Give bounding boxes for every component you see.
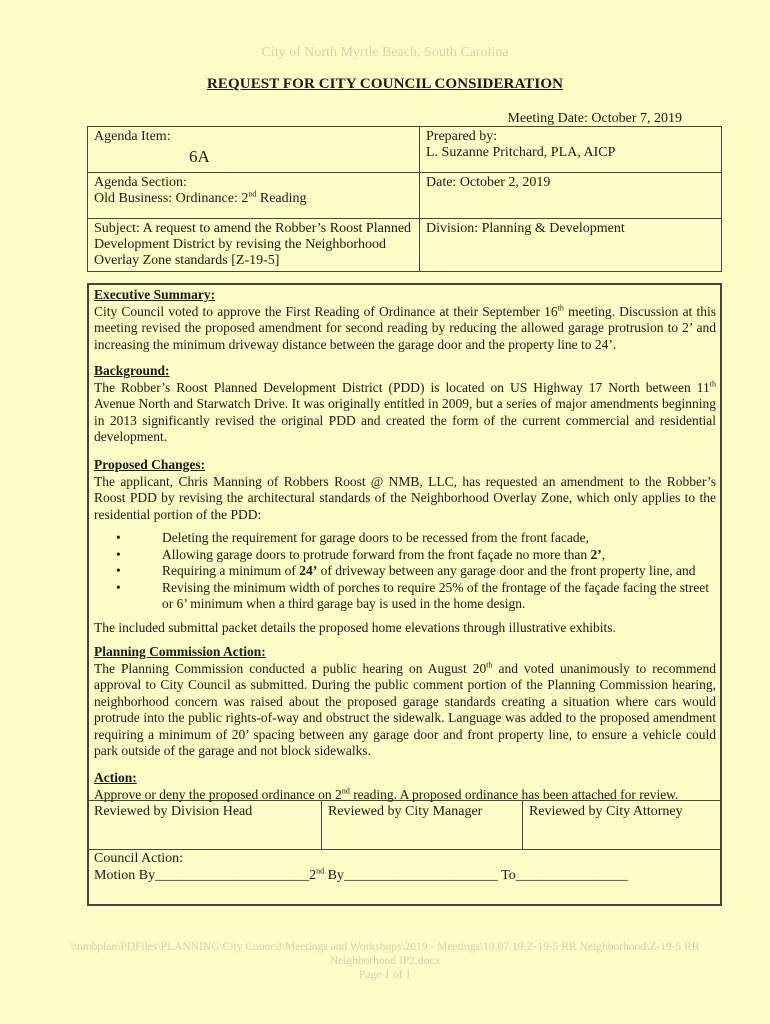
proposed-changes-list [94, 530, 716, 613]
prepared-by-label: Prepared by: [426, 129, 498, 144]
agenda-section-cell [88, 173, 420, 219]
submittal-note: The included submittal packet details the proposed home elevations through illustrative exhibits. [94, 620, 616, 635]
agenda-item-value: 6A [189, 147, 210, 166]
proposed-changes [94, 457, 716, 523]
executive-summary [94, 287, 716, 353]
info-table [87, 126, 722, 272]
city-name: City of North Myrtle Beach, South Carolina [261, 45, 509, 60]
executive-summary-text: City Council voted to approve the First Reading of Ordinance at their September 16th meeting. Discussion at this meeting revised the proposed amendment for second reading by reducing the allowed garage protrusion to 2’ and increasing the minimum driveway distance between the garage door and the property line to 24’. [94, 303, 716, 352]
agenda-item-cell [88, 127, 420, 173]
footer-path [0, 940, 770, 982]
action-text: Approve or deny the proposed ordinance on 2nd reading. A proposed ordinance has been attached for review. [94, 786, 679, 802]
action-heading: Action: [94, 770, 137, 785]
list-item: • Requiring a minimum of 24’ of driveway between any garage door and the front property line, and [116, 563, 696, 578]
council-action [94, 850, 628, 884]
page-title: REQUEST FOR CITY COUNCIL CONSIDERATION [206, 76, 564, 92]
reviewed-city-attorney: Reviewed by City Attorney [523, 801, 722, 850]
prepared-by-value: L. Suzanne Pritchard, PLA, AICP [426, 145, 616, 160]
list-item: • Allowing garage doors to protrude forward from the front façade no more than 2’, [116, 546, 606, 562]
agenda-section-label: Agenda Section: [94, 175, 187, 190]
agenda-section-value: Old Business: Ordinance: 2nd Reading [94, 189, 307, 206]
list-item: • Revising the minimum width of porches to require 25% of the frontage of the façade facing the street or 6’ minimum when a third garage bay is used in the home design. [116, 579, 709, 611]
proposed-changes-text: The applicant, Chris Manning of Robbers Roost @ NMB, LLC, has requested an amendment to the Robber’s Roost PDD by revising the architectural standards of the Neighborhood Overlay Zone, which only applies to the residential portion of the PDD: [94, 473, 716, 522]
page-number: Page 1 of 1 [358, 969, 412, 981]
subject-cell: Subject: A request to amend the Robber’s Roost Planned Development District by revising the Neighborhood Overlay Zone standards [Z-19-5] [88, 219, 420, 272]
planning-commission [94, 644, 716, 760]
footer-line: Neighborhood IP2.docx [329, 955, 441, 967]
agenda-item-label: Agenda Item: [94, 129, 171, 144]
date-cell: Date: October 2, 2019 [420, 173, 722, 219]
action [94, 770, 716, 803]
planning-commission-text: The Planning Commission conducted a public hearing on August 20th and voted unanimously to recommend approval to City Council as submitted. During the public comment portion of the Planning Commission hearing, neighborhood concern was raised about the proposed garage standards creating a situation where cars would protrude into the public rights-of-way and obstruct the sidewalk. Language was added to the proposed amendment requiring a minimum of 20’ spacing between any garage door and front property line, to ensure a vehicle could park outside of the garage and not block sidewalks. [94, 660, 716, 758]
meeting-date: Meeting Date: October 7, 2019 [507, 111, 682, 126]
background-heading: Background: [94, 363, 170, 378]
council-action-label: Council Action: [94, 851, 184, 866]
executive-summary-heading: Executive Summary: [94, 287, 216, 302]
reviewed-city-manager: Reviewed by City Manager [322, 801, 523, 850]
review-table [87, 800, 722, 850]
council-motion-line: Motion By______________________2nd By______________________ To________________ [94, 866, 628, 883]
background-text: The Robber’s Roost Planned Development District (PDD) is located on US Highway 17 North between 11th Avenue North and Starwatch Drive. It was originally entitled in 2009, but a series of major amendments beginning in 2013 significantly revised the original PDD and created the form of the current commercial and residential development. [94, 379, 716, 444]
planning-commission-heading: Planning Commission Action: [94, 644, 266, 659]
footer-line: \\nmbplan\PDFiles\PLANNING\City Council\Meetings and Workshops\2019 - Meetings\10.07.19\Z-19-5 RR Neighborhood\Z-19-5 RR [70, 941, 700, 953]
background [94, 363, 716, 446]
prepared-by-cell [420, 127, 722, 173]
list-item: • Deleting the requirement for garage doors to be recessed from the front facade, [116, 530, 589, 545]
division-cell: Division: Planning & Development [420, 219, 722, 272]
proposed-changes-heading: Proposed Changes: [94, 457, 206, 472]
reviewed-division-head: Reviewed by Division Head [88, 801, 322, 850]
